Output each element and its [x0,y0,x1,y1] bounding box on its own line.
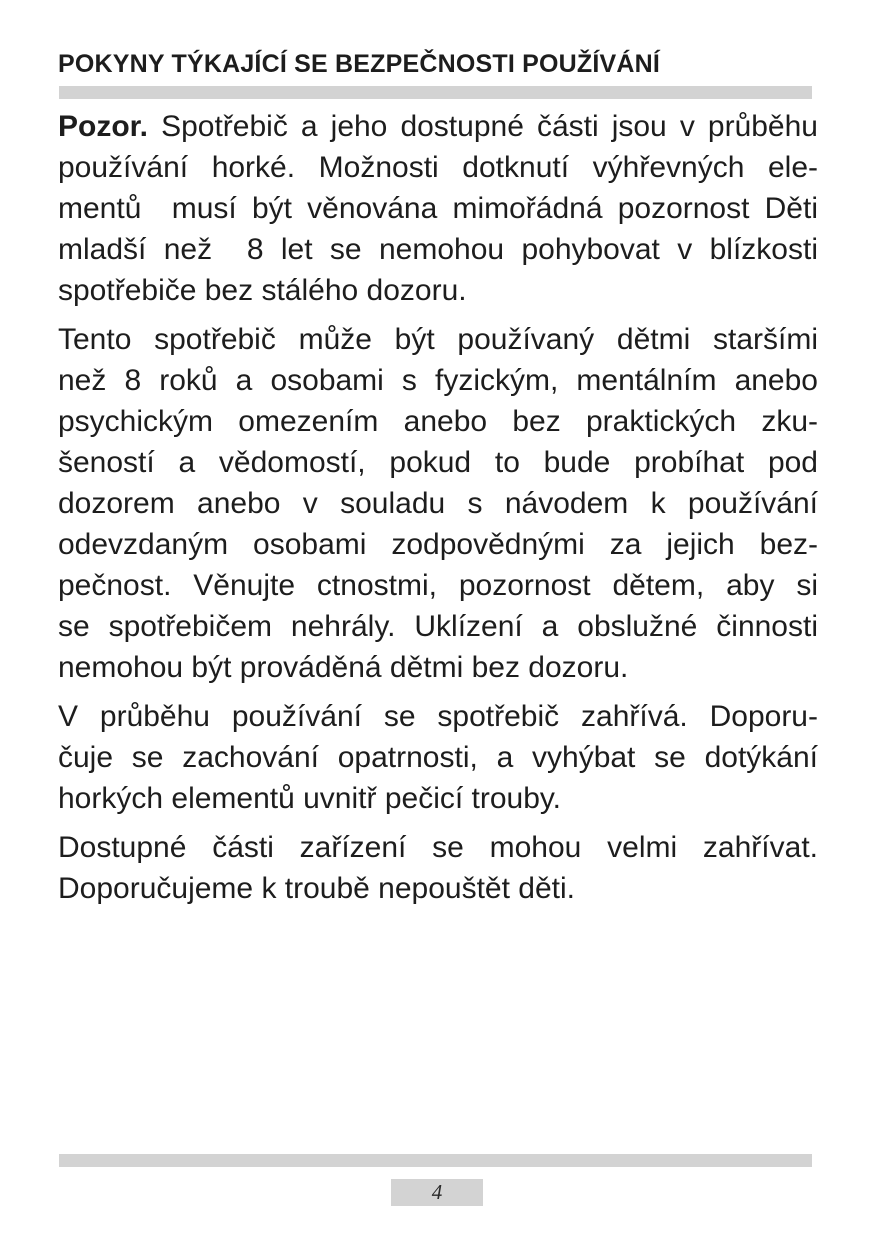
text-line [58,188,818,229]
text-line [58,565,818,606]
bold-lead-text: Pozor. [58,110,149,143]
line-text: čuje se zachování opatrnosti, a vyhýbat se dotýkání [58,741,818,774]
text-line [58,270,818,311]
text-line [58,229,818,270]
text-line [58,737,818,778]
line-text: se spotřebičem nehrály. Uklízení a obslužné činnosti [58,610,818,643]
text-line [58,696,818,737]
paragraph [58,319,818,688]
line-text: než 8 roků a osobami s fyzickým, mentálním anebo [58,364,818,397]
header-divider-bar [59,86,812,99]
line-text: odevzdaným osobami zodpovědnými za jejich bez- [58,528,818,561]
text-line [58,606,818,647]
line-text: pečnost. Věnujte ctnostmi, pozornost dětem, aby si [58,569,818,602]
line-text: Dostupné části zařízení se mohou velmi zahřívat. [58,831,818,864]
line-text: dozorem anebo v souladu s návodem k používání [58,487,818,520]
paragraph [58,827,818,909]
line-text: používání horké. Možnosti dotknutí výhřevných ele- [58,151,818,184]
paragraph [58,696,818,819]
line-text: Tento spotřebič může být používaný dětmi staršími [58,323,818,356]
line-text: psychickým omezením anebo bez praktických zku- [58,405,818,438]
text-line [58,106,818,147]
text-line [58,827,818,868]
line-text: nemohou být prováděná dětmi bez dozoru. [58,651,629,684]
line-text: V průběhu používání se spotřebič zahřívá. Doporu- [58,700,818,733]
page-title: POKYNY TÝKAJÍCÍ SE BEZPEČNOSTI POUŽÍVÁNÍ [58,50,661,78]
line-text: horkých elementů uvnitř pečicí trouby. [58,782,562,815]
page-number-badge [391,1179,483,1206]
text-line [58,524,818,565]
footer-divider-bar [59,1154,812,1167]
text-line [58,319,818,360]
text-line [58,442,818,483]
text-line [58,647,818,688]
text-line [58,401,818,442]
text-line [58,360,818,401]
line-text: mladší než 8 let se nemohou pohybovat v blízkosti [58,233,818,266]
line-text: šeností a vědomostí, pokud to bude probíhat pod [58,446,818,479]
text-line [58,868,818,909]
line-text: spotřebiče bez stálého dozoru. [58,274,467,307]
text-line [58,778,818,819]
paragraph [58,106,818,311]
text-line [58,147,818,188]
line-text: Spotřebič a jeho dostupné části jsou v průběhu [148,110,818,143]
page-number: 4 [431,1180,443,1204]
text-line [58,483,818,524]
line-text: mentů musí být věnována mimořádná pozornost Děti [58,192,818,225]
page-body [58,106,818,909]
line-text: Doporučujeme k troubě nepouštět děti. [58,872,575,905]
